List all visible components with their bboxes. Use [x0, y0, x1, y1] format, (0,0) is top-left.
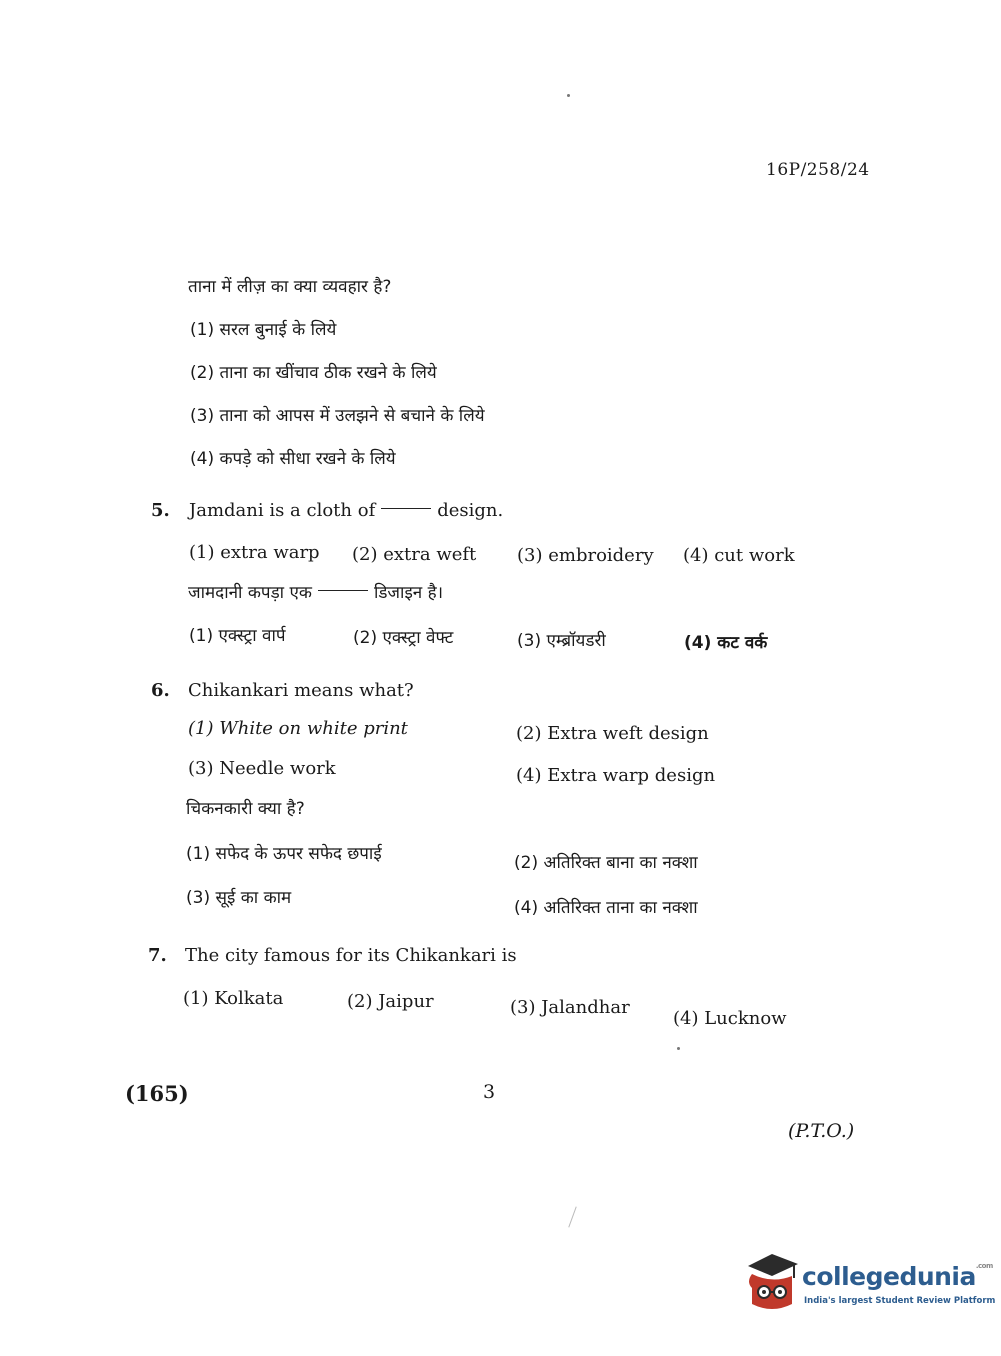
answer-blank-hi — [318, 590, 368, 591]
question-4-text-hi: ताना में लीज़ का क्या व्यवहार है? — [188, 277, 392, 297]
scan-speck — [567, 94, 570, 97]
student-mascot-icon — [742, 1248, 802, 1312]
question-4-option-1-hi: (1) सरल बुनाई के लिये — [190, 320, 337, 340]
question-5-text-hi — [188, 580, 443, 603]
scan-mark — [568, 1206, 576, 1227]
question-6-option-3-hi: (3) सूई का काम — [186, 888, 292, 908]
brand-name — [802, 1262, 993, 1291]
question-5-option-1-en: (1) extra warp — [189, 542, 320, 563]
scan-speck — [677, 1047, 680, 1050]
brand-tagline: India's largest Student Review Platform — [804, 1296, 996, 1306]
question-7-option-1-en: (1) Kolkata — [183, 988, 284, 1009]
question-6-number: 6. — [151, 680, 170, 701]
question-4-option-3-hi: (3) ताना को आपस में उलझने से बचाने के लिये — [190, 406, 485, 426]
paper-serial: (165) — [125, 1081, 189, 1106]
question-5-option-2-en: (2) extra weft — [352, 544, 477, 565]
question-5-option-4-en: (4) cut work — [683, 545, 795, 566]
question-7-option-2-en: (2) Jaipur — [347, 991, 434, 1012]
question-6-option-3-en: (3) Needle work — [188, 758, 336, 779]
question-7-option-4-en: (4) Lucknow — [673, 1008, 787, 1029]
collegedunia-watermark — [742, 1248, 996, 1316]
question-6-text-hi: चिकनकारी क्या है? — [186, 799, 305, 819]
page-number: 3 — [483, 1081, 496, 1103]
question-5-option-3-hi: (3) एम्ब्रॉयडरी — [517, 631, 606, 651]
question-6-option-4-en: (4) Extra warp design — [516, 765, 716, 786]
question-4-option-2-hi: (2) ताना का खींचाव ठीक रखने के लिये — [190, 363, 437, 383]
question-5-text-after: design. — [437, 500, 504, 521]
brand-name-text: collegedunia — [802, 1262, 976, 1291]
question-6-option-1-hi: (1) सफेद के ऊपर सफेद छपाई — [186, 844, 382, 864]
question-5-option-3-en: (3) embroidery — [517, 545, 654, 566]
question-5-option-4-hi: (4) कट वर्क — [684, 633, 768, 653]
answer-blank — [381, 508, 431, 509]
question-5-text-en — [189, 500, 503, 521]
question-5-text-before: Jamdani is a cloth of — [189, 500, 376, 521]
question-6-text-en: Chikankari means what? — [188, 680, 414, 701]
question-5-number: 5. — [151, 500, 170, 521]
question-7-option-3-en: (3) Jalandhar — [510, 997, 630, 1018]
question-5-text-hi-before: जामदानी कपड़ा एक — [188, 583, 312, 603]
please-turn-over: (P.T.O.) — [788, 1120, 855, 1142]
question-5-option-2-hi: (2) एक्स्ट्रा वेफ्ट — [353, 628, 454, 648]
question-5-option-1-hi: (1) एक्स्ट्रा वार्प — [189, 626, 286, 646]
question-6-option-2-hi: (2) अतिरिक्त बाना का नक्शा — [514, 853, 698, 873]
paper-code: 16P/258/24 — [766, 160, 870, 180]
question-6-option-1-en: (1) White on white print — [188, 718, 408, 739]
question-5-text-hi-after: डिजाइन है। — [373, 583, 444, 603]
question-6-option-2-en: (2) Extra weft design — [516, 723, 709, 744]
question-7-text-en: The city famous for its Chikankari is — [185, 945, 517, 966]
question-6-option-4-hi: (4) अतिरिक्त ताना का नक्शा — [514, 898, 698, 918]
brand-suffix: .com — [975, 1262, 993, 1270]
question-4-option-4-hi: (4) कपड़े को सीधा रखने के लिये — [190, 449, 396, 469]
question-7-number: 7. — [148, 945, 167, 966]
